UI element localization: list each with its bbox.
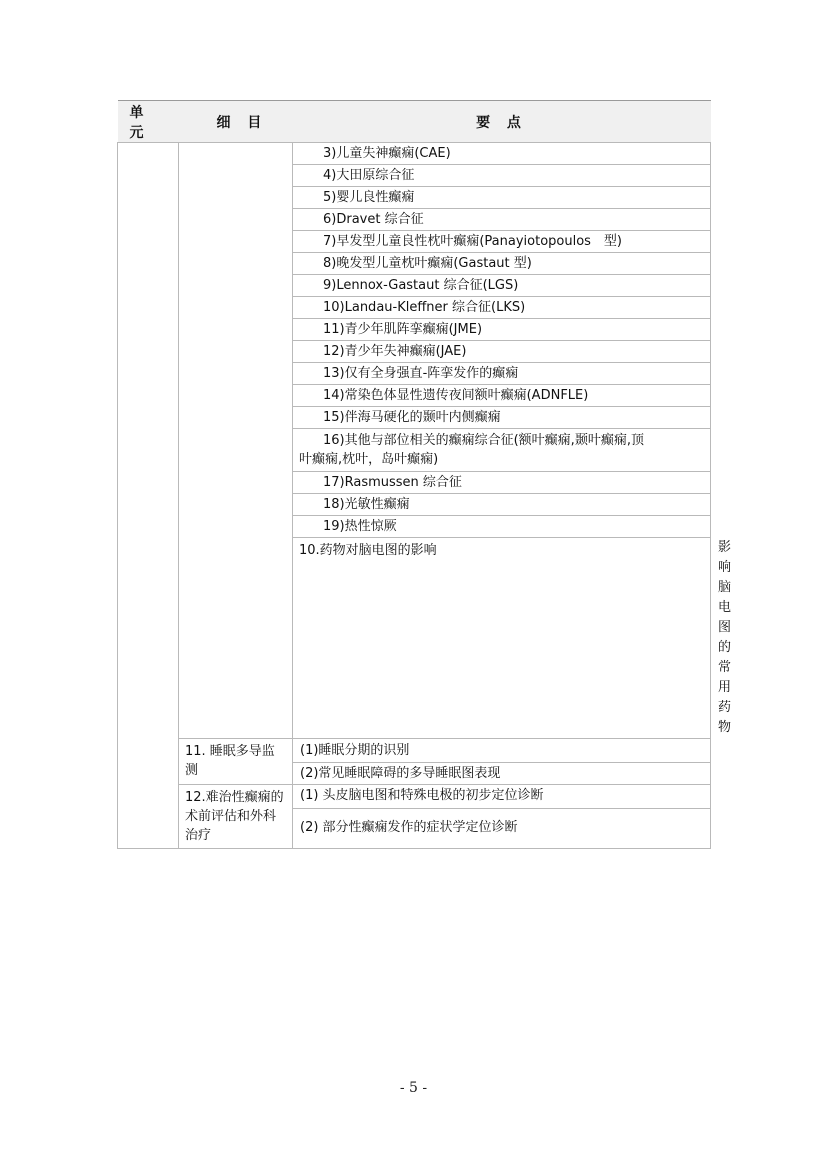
subitem-16: [293, 429, 711, 472]
subitem-8: 8)晚发型儿童枕叶癫痫(Gastaut 型): [293, 253, 711, 275]
subitem-15: 15)伴海马硬化的颞叶内侧癫痫: [293, 407, 711, 429]
item-11-point-1: (1)睡眠分期的识别: [293, 739, 711, 763]
subitem-16-line1: 16)其他与部位相关的癫痫综合征(额叶癫痫,颞叶癫痫,顶: [323, 433, 644, 448]
subitem-17: 17)Rasmussen 综合征: [293, 472, 711, 494]
item-cell-continued: [179, 143, 293, 739]
table-row: [118, 143, 711, 165]
header-point: 要 点: [293, 101, 711, 143]
subitem-10: 10)Landau-Kleffner 综合征(LKS): [293, 297, 711, 319]
table-row: 10.药物对脑电图的影响 影响脑电图的常用药物: [118, 538, 711, 739]
subitem-14: 14)常染色体显性遗传夜间额叶癫痫(ADNFLE): [293, 385, 711, 407]
subitem-18: 18)光敏性癫痫: [293, 494, 711, 516]
subitem-4: 4)大田原综合征: [293, 165, 711, 187]
item-10-label: 10.药物对脑电图的影响: [293, 538, 711, 739]
unit-cell: [118, 143, 179, 849]
item-11-point-2: (2)常见睡眠障碍的多导睡眠图表现: [293, 763, 711, 785]
subitem-6: 6)Dravet 综合征: [293, 209, 711, 231]
header-unit: 单 元: [118, 101, 179, 143]
item-12-point-1: (1) 头皮脑电图和特殊电极的初步定位诊断: [293, 785, 711, 809]
subitem-3: 3)儿童失神癫痫(CAE): [293, 143, 711, 165]
subitem-19: 19)热性惊厥: [293, 516, 711, 538]
table-header-row: [118, 101, 711, 143]
table-row: [118, 739, 711, 763]
item-12-label: 12.难治性癫痫的术前评估和外科治疗: [179, 785, 293, 849]
header-item: 细 目: [179, 101, 293, 143]
item-11-label: 11. 睡眠多导监测: [179, 739, 293, 785]
subitem-12: 12)青少年失神癫痫(JAE): [293, 341, 711, 363]
subitem-7: 7)早发型儿童良性枕叶癫痫(Panayiotopoulos 型): [293, 231, 711, 253]
subitem-9: 9)Lennox-Gastaut 综合征(LGS): [293, 275, 711, 297]
page-number: - 5 -: [399, 1080, 428, 1096]
table-row: [118, 785, 711, 809]
subitem-11: 11)青少年肌阵挛癫痫(JME): [293, 319, 711, 341]
subitem-16-line2: 叶癫痫,枕叶，岛叶癫痫): [299, 452, 439, 467]
item-12-point-2: (2) 部分性癫痫发作的症状学定位诊断: [293, 808, 711, 848]
syllabus-table: [117, 100, 732, 849]
subitem-13: 13)仅有全身强直-阵挛发作的癫痫: [293, 363, 711, 385]
subitem-5: 5)婴儿良性癫痫: [293, 187, 711, 209]
